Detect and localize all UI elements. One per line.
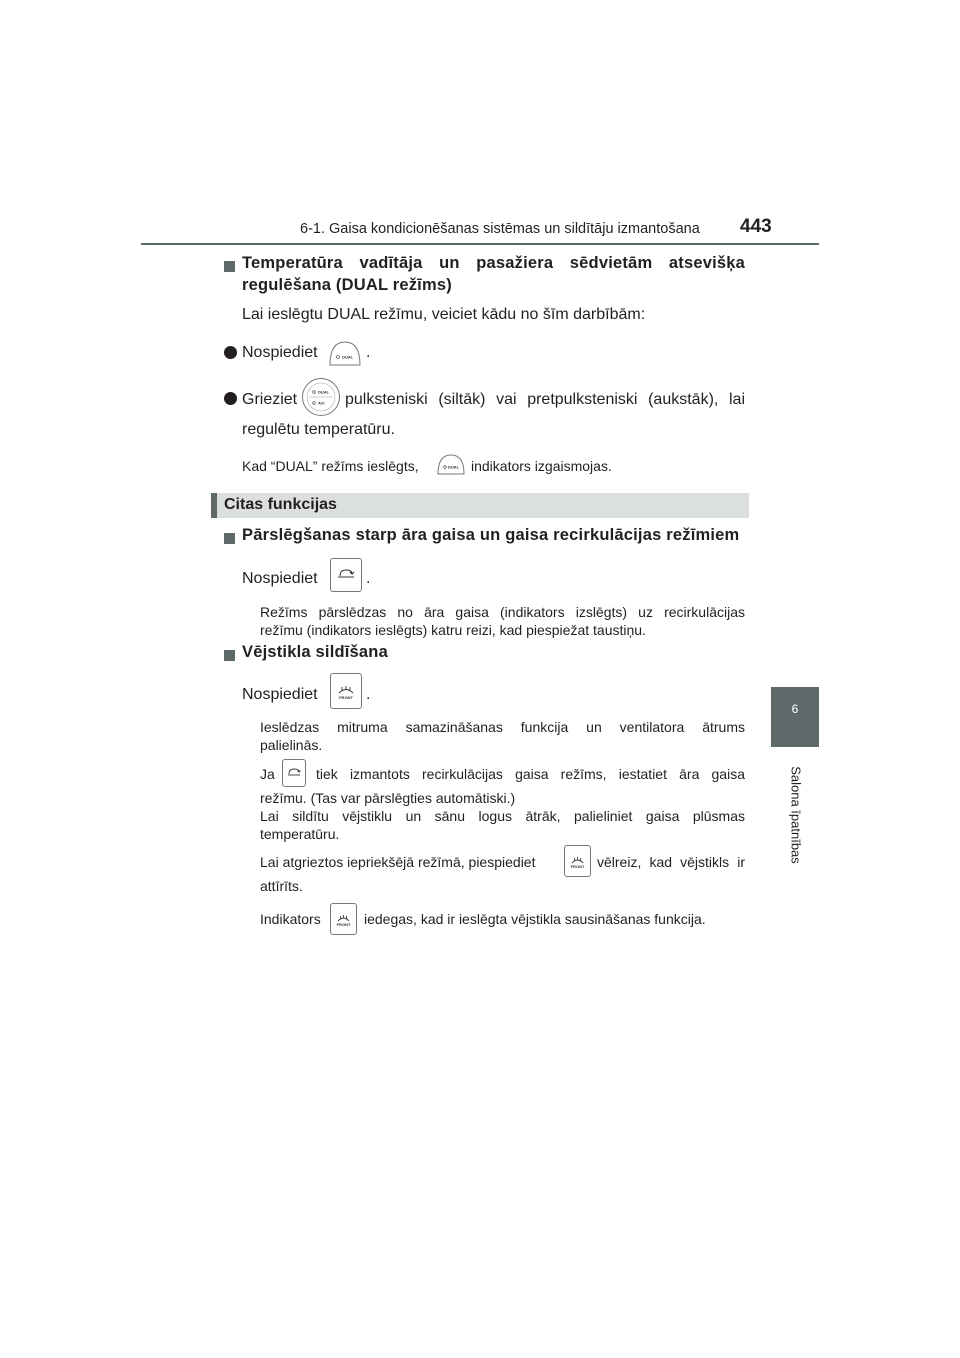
recirc-note-line2: režīmu (indikators ieslēgts) katru reizi, kad piespiežat taustiņu. <box>260 622 646 638</box>
chapter-title: 6-1. Gaisa kondicionēšanas sistēmas un sildītāju izmantošana <box>300 221 700 237</box>
defrost-p3-line2: attīrīts. <box>260 878 303 894</box>
dual-note-cont: indikators izgaismojas. <box>471 458 612 474</box>
dial-dual-label: DUAL <box>318 389 330 395</box>
bullet2-text-cont: pulksteniski (siltāk) vai pretpulksteniski (aukstāk), lai <box>345 391 745 408</box>
bullet-dot <box>224 346 237 364</box>
recirculation-button-icon <box>282 759 306 787</box>
section-header <box>211 493 749 518</box>
front-defroster-button-icon <box>564 845 591 877</box>
defrost-p1-line1: Ieslēdzas mitruma samazināšanas funkcija un ventilatora ātrums <box>260 719 745 735</box>
temperature-dial-icon <box>301 377 341 417</box>
front-label: FRONT <box>570 864 585 869</box>
defrost-p1-line2: palielinās. <box>260 737 323 753</box>
dual-intro: Lai ieslēgtu DUAL režīmu, veiciet kādu no šīm darbībām: <box>242 306 646 323</box>
front-defroster-icon <box>331 674 361 708</box>
front-defroster-button-icon <box>330 673 362 709</box>
front-label: FRONT <box>336 922 351 927</box>
chapter-tab-label: Salona īpatnības <box>788 766 804 864</box>
page-number: 443 <box>740 216 772 237</box>
dual-button-icon <box>328 339 362 367</box>
bullet-dot <box>224 392 237 410</box>
recirculation-button-icon <box>330 558 362 592</box>
front-label: FRONT <box>339 695 353 700</box>
recirc-press-end: . <box>366 570 371 587</box>
defrost-p3-cont: vēlreiz, kad vējstikls ir <box>597 854 745 870</box>
dual-note: Kad “DUAL” režīms ieslēgts, <box>242 458 419 474</box>
defrost-p2-start: Ja <box>260 766 275 782</box>
dual-icon-label: DUAL <box>342 354 354 360</box>
section-title: Citas funkcijas <box>224 496 337 513</box>
bullet1-end: . <box>366 344 371 361</box>
recirculation-icon <box>331 559 361 591</box>
defrost-p3-start: Lai atgrieztos iepriekšējā režīmā, piespiediet <box>260 854 536 870</box>
bullet2-line2: regulētu temperatūru. <box>242 421 395 438</box>
dual-heading-line1: Temperatūra vadītāja un pasažiera sēdvietām atsevišķa <box>242 254 745 272</box>
front-defroster-icon <box>565 846 590 876</box>
recirc-heading: Pārslēgšanas starp āra gaisa un gaisa recirkulācijas režīmiem <box>242 526 740 544</box>
recirculation-icon <box>283 760 305 786</box>
chapter-tab: 6 <box>771 687 819 747</box>
dial-ac-label: A/C <box>318 400 325 406</box>
recirc-note-line1: Režīms pārslēdzas no āra gaisa (indikators izslēgts) uz recirkulācijas <box>260 604 745 620</box>
defrost-p2-line4: temperatūru. <box>260 826 340 842</box>
defrost-press-end: . <box>366 686 371 703</box>
dual-heading-line2: regulēšana (DUAL režīms) <box>242 276 452 294</box>
dual-indicator-icon <box>436 452 466 476</box>
defrost-p2-line3: Lai sildītu vējstiklu un sānu logus ātrāk, palieliniet gaisa plūsmas <box>260 808 745 824</box>
defrost-p4-start: Indikators <box>260 911 321 927</box>
heading-marker <box>224 530 235 548</box>
defrost-p4-cont: iedegas, kad ir ieslēgta vējstikla sausināšanas funkcija. <box>364 911 706 927</box>
defrost-p2-cont: tiek izmantots recirkulācijas gaisa režīms, iestatiet āra gaisa <box>316 766 745 782</box>
heading-marker <box>224 647 235 665</box>
defrost-press: Nospiediet <box>242 686 318 703</box>
heading-marker <box>224 258 235 276</box>
front-defroster-icon <box>331 904 356 934</box>
header-rule <box>141 243 819 245</box>
dual-indicator-label: DUAL <box>448 464 460 470</box>
recirc-press: Nospiediet <box>242 570 318 587</box>
front-defroster-indicator-icon <box>330 903 357 935</box>
defrost-heading: Vējstikla sildīšana <box>242 643 388 661</box>
defrost-p2-line2: režīmu. (Tas var pārslēgties automātiski.) <box>260 790 516 806</box>
bullet2-text: Grieziet <box>242 391 298 408</box>
bullet1-text: Nospiediet <box>242 344 318 361</box>
